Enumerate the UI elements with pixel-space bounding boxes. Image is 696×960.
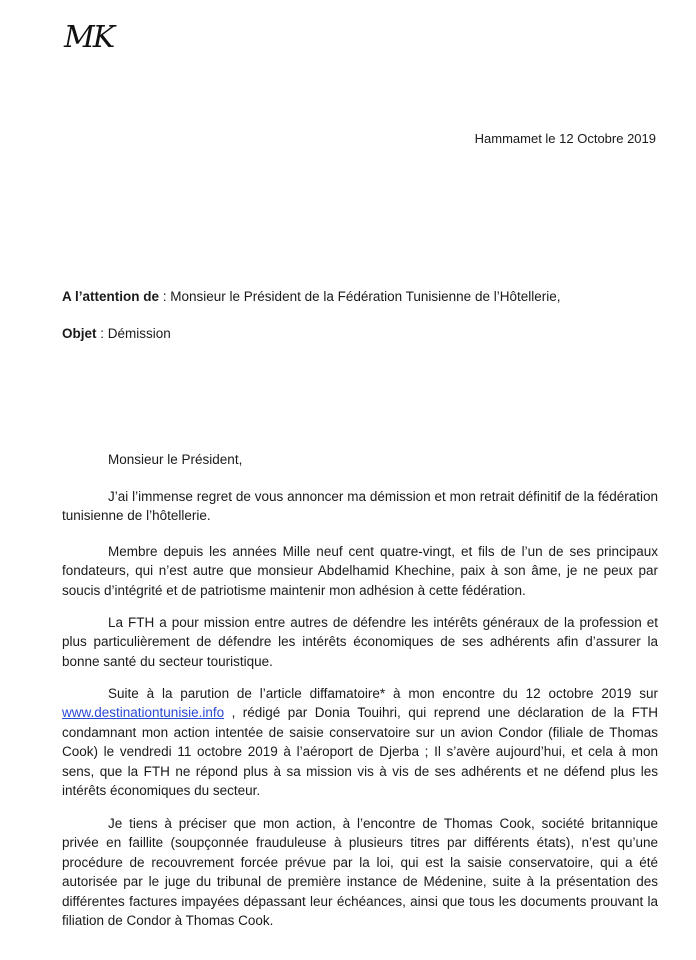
paragraph-1: J’ai l’immense regret de vous annoncer ma démission et mon retrait définitif de la fédération tunisienne de l’hôtellerie.: [62, 489, 658, 524]
salutation: Monsieur le Président,: [108, 452, 243, 467]
paragraph-1-block: [62, 487, 658, 526]
destination-tunisie-link[interactable]: www.destinationtunisie.info: [62, 705, 225, 721]
paragraph-2-block: [62, 542, 658, 600]
attention-separator: :: [159, 289, 171, 304]
attention-value: Monsieur le Président de la Fédération Tunisienne de l’Hôtellerie,: [170, 289, 561, 304]
paragraph-2: Membre depuis les années Mille neuf cent quatre-vingt, et fils de l’un de ses principaux fondateurs, qui n’est autre que monsieur Abdelhamid Khechine, paix à son âme, je ne peux par soucis d’intégrité et de patriotisme maintenir mon adhésion à cette fédération.: [62, 544, 658, 598]
date-line: Hammamet le 12 Octobre 2019: [474, 131, 656, 146]
paragraph-5: Je tiens à préciser que mon action, à l’encontre de Thomas Cook, société britannique privée en faillite (soupçonnée frauduleuse à plusieurs titres par différents états), n’est qu’une procédure de recouvrement forcée prévue par la loi, qui est la saisie conservatoire, qui a été autorisée par le juge du tribunal de première instance de Médenine, suite à la présentation des différentes factures impayées dépassant leur échéances, ainsi que tous les documents prouvant la filiation de Condor à Thomas Cook.: [62, 816, 658, 929]
monogram-logo: MK: [64, 20, 114, 55]
paragraph-4: [62, 684, 658, 800]
objet-separator: :: [96, 326, 108, 341]
objet-line: [62, 326, 171, 341]
objet-label: Objet: [62, 326, 97, 341]
paragraph-3-block: [62, 613, 658, 671]
paragraph-4-text-start: Suite à la parution de l’article diffamatoire* à mon encontre du 12 octobre 2019 sur: [108, 686, 658, 701]
paragraph-5-block: [62, 814, 658, 930]
paragraph-4-text-end: , rédigé par Donia Touihri, qui reprend une déclaration de la FTH condamnant mon action intentée de saisie conservatoire sur un avion Condor (filiale de Thomas Cook) le vendredi 11 octobre 2019 à l’aéroport de Djerba ; Il s’avère aujourd’hui, et cela à mon sens, que la FTH ne répond plus à sa mission vis à vis de ses adhérents et ne défend plus les intérêts économiques du secteur.: [62, 705, 658, 799]
objet-value: Démission: [107, 326, 171, 341]
attention-line: [62, 289, 561, 304]
attention-label: A l’attention de: [62, 289, 159, 304]
paragraph-4-block: [62, 684, 658, 800]
paragraph-3: La FTH a pour mission entre autres de défendre les intérêts généraux de la profession et plus particulièrement de défendre les intérêts économiques de ses adhérents afin d’assurer la bonne santé du secteur touristique.: [62, 615, 658, 669]
